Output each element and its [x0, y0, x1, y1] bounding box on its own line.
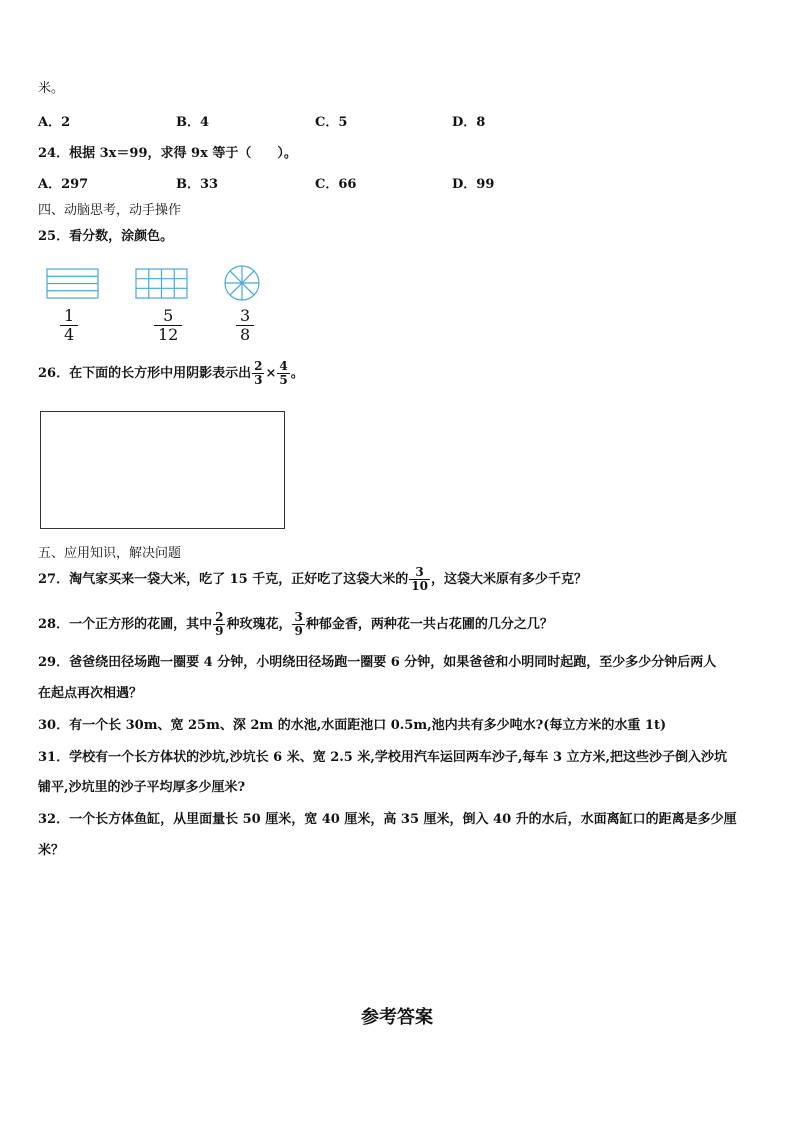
q25-fraction-2 [154, 307, 182, 344]
q25-fraction-2-numerator: 5 [163, 306, 174, 325]
q24-option-a[interactable]: A．297 [38, 177, 89, 192]
q27-fraction-numerator: 3 [415, 565, 424, 579]
q28-text [38, 611, 553, 639]
q27-text [38, 566, 587, 594]
q28-prefix: 28．一个正方形的花圃，其中 [38, 617, 213, 632]
q26-text [38, 360, 304, 387]
q32-line-2: 米？ [38, 843, 65, 858]
q30-text: 30．有一个长 30m、宽 25m、深 2m 的水池,水面距池口 0.5m,池内共有多少吨水?(每立方米的水重 1t) [38, 718, 667, 733]
q25-fraction-3-denominator: 8 [236, 325, 254, 344]
q28-fraction-2 [292, 611, 304, 638]
q24-options [38, 176, 638, 194]
q23-option-a[interactable]: A．2 [38, 115, 71, 130]
q23-option-d[interactable]: D．8 [452, 115, 486, 130]
q27-prefix: 27．淘气家买来一袋大米，吃了 15 千克，正好吃了这袋大米的 [38, 572, 409, 587]
q26-prefix: 26．在下面的长方形中用阴影表示出 [38, 366, 252, 381]
q26-fraction-1-denominator: 3 [254, 373, 263, 387]
section-4-heading: 四、动脑思考，动手操作 [38, 203, 182, 218]
q28-fraction-2-denominator: 9 [294, 624, 303, 638]
q25-fraction-1 [60, 307, 78, 344]
q26-times-sign: × [265, 366, 277, 381]
q28-fraction-1-denominator: 9 [215, 624, 224, 638]
q24-option-c[interactable]: C．66 [315, 177, 357, 192]
q26-fraction-2-numerator: 4 [279, 359, 288, 373]
q25-figure-twelfths[interactable] [135, 268, 189, 300]
q25-fraction-3-numerator: 3 [240, 306, 251, 325]
q27-fraction [409, 566, 430, 593]
q28-fraction-2-numerator: 3 [294, 610, 303, 624]
q25-fraction-1-numerator: 1 [64, 306, 75, 325]
q26-fraction-2-denominator: 5 [279, 373, 288, 387]
q27-fraction-denominator: 10 [411, 579, 428, 593]
question-continuation: 米。 [38, 81, 65, 96]
q29-line-1: 29．爸爸绕田径场跑一圈要 4 分钟，小明绕田径场跑一圈要 6 分钟，如果爸爸和小明同时起跑，至少多少分钟后两人 [38, 655, 717, 670]
q25-fraction-3 [236, 307, 254, 344]
q25-text: 25．看分数，涂颜色。 [38, 229, 174, 244]
q28-fraction-1-numerator: 2 [215, 610, 224, 624]
q28-middle: 种玫瑰花， [226, 617, 292, 632]
q24-option-b[interactable]: B．33 [176, 177, 219, 192]
q23-option-c[interactable]: C．5 [315, 115, 348, 130]
q28-suffix: 种郁金香，两种花一共占花圃的几分之几？ [305, 617, 553, 632]
q28-fraction-1 [213, 611, 225, 638]
q31-line-2: 铺平,沙坑里的沙子平均厚多少厘米? [38, 780, 246, 795]
q25-figure-quarters[interactable] [46, 268, 100, 300]
q26-fraction-2 [277, 360, 289, 387]
section-5-heading: 五、应用知识，解决问题 [38, 546, 182, 561]
q29-line-2: 在起点再次相遇？ [38, 686, 143, 701]
q27-suffix: ，这袋大米原有多少千克？ [430, 572, 587, 587]
q25-figure-eighths[interactable] [222, 263, 262, 303]
q26-suffix: 。 [290, 366, 304, 381]
q32-line-1: 32．一个长方体鱼缸，从里面量长 50 厘米，宽 40 厘米，高 35 厘米，倒入 40 升的水后，水面离缸口的距离是多少厘 [38, 812, 737, 827]
q24-text: 24．根据 3x＝99，求得 9x 等于（ ）。 [38, 146, 297, 161]
q26-fraction-1 [252, 360, 264, 387]
q23-option-b[interactable]: B．4 [176, 115, 210, 130]
q26-fraction-1-numerator: 2 [254, 359, 263, 373]
q26-shading-rectangle[interactable] [40, 411, 285, 529]
q23-options [38, 114, 638, 132]
q25-fraction-2-denominator: 12 [154, 325, 182, 344]
answer-key-title: 参考答案 [361, 1007, 433, 1028]
q31-line-1: 31．学校有一个长方体状的沙坑,沙坑长 6 米、宽 2.5 米,学校用汽车运回两车沙子,每车 3 立方米,把这些沙子倒入沙坑 [38, 750, 728, 765]
q25-fraction-1-denominator: 4 [60, 325, 78, 344]
q24-option-d[interactable]: D．99 [452, 177, 495, 192]
